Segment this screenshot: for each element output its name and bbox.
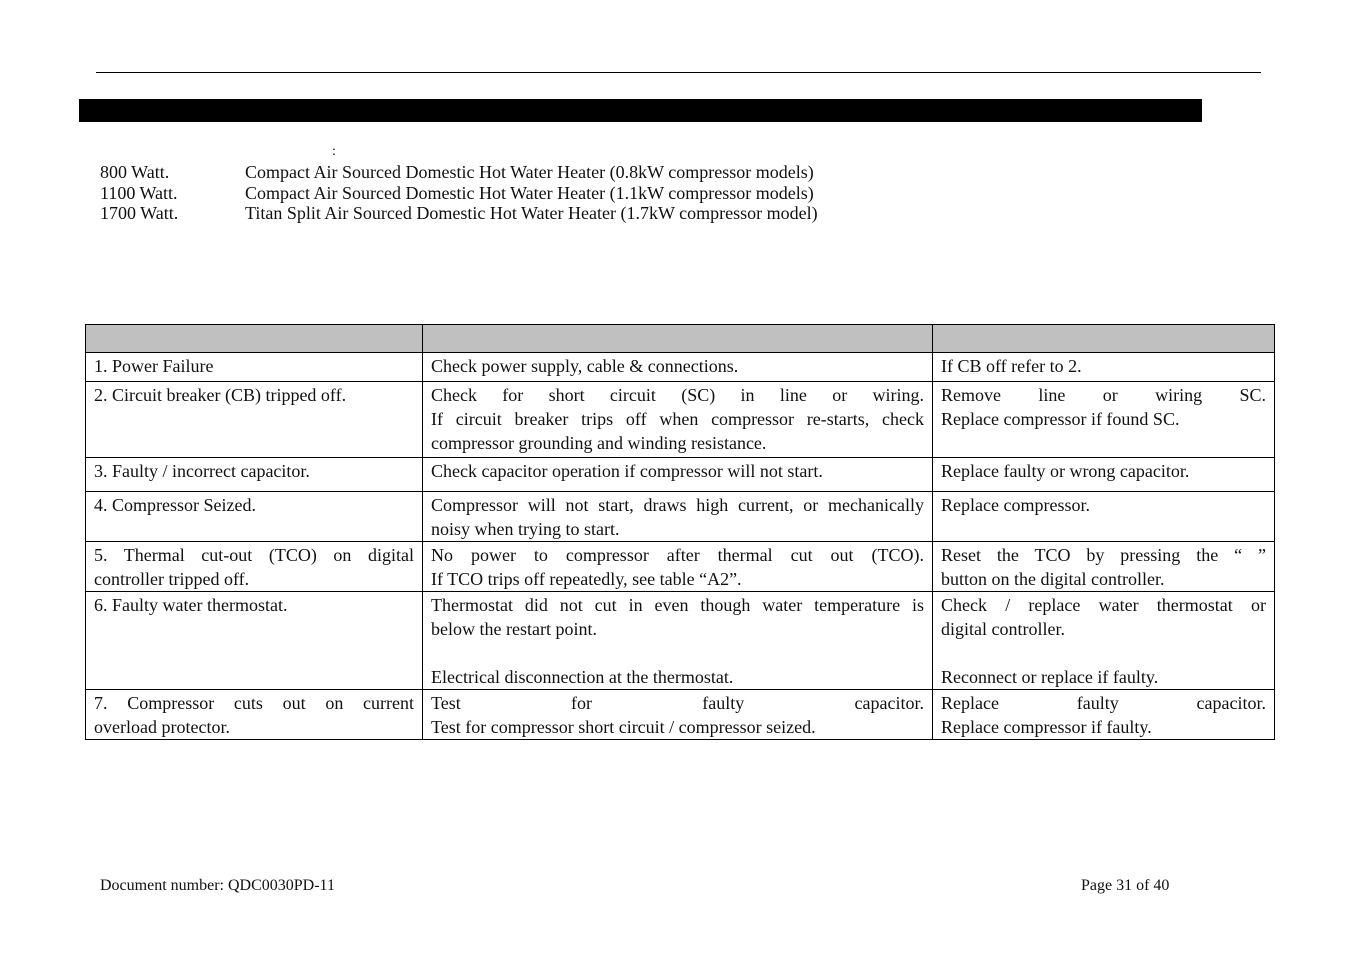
cell-text-line: No power to compressor after thermal cut out (TCO).	[431, 545, 924, 565]
cell-text-line: 6. Faulty water thermostat.	[94, 595, 288, 615]
cell-check	[423, 353, 933, 382]
cell-text-line: noisy when trying to start.	[431, 519, 620, 539]
cell-check	[423, 458, 933, 492]
cell-fault	[86, 353, 423, 382]
table-row	[86, 458, 1275, 492]
cell-text-line: button on the digital controller.	[941, 569, 1165, 589]
cell-remedy	[933, 492, 1275, 542]
cell-text-line: 3. Faulty / incorrect capacitor.	[94, 461, 310, 481]
cell-text-line: Replace compressor.	[941, 495, 1090, 515]
cell-fault	[86, 382, 423, 458]
cell-text-line: Replace compressor if found SC.	[941, 409, 1180, 429]
table-header-row	[86, 325, 1275, 353]
cell-remedy	[933, 458, 1275, 492]
cell-text-line: 7. Compressor cuts out on current	[94, 693, 414, 713]
cell-remedy	[933, 592, 1275, 690]
table-row	[86, 690, 1275, 740]
cell-text-line: 2. Circuit breaker (CB) tripped off.	[94, 385, 347, 405]
cell-fault	[86, 690, 423, 740]
cell-check	[423, 492, 933, 542]
model-description: Compact Air Sourced Domestic Hot Water Heater (0.8kW compressor models)	[245, 162, 814, 182]
troubleshooting-table	[85, 324, 1275, 740]
document-number: Document number: QDC0030PD-11	[100, 877, 335, 894]
cell-remedy	[933, 382, 1275, 458]
cell-text-line: If CB off refer to 2.	[941, 356, 1082, 376]
cell-remedy	[933, 353, 1275, 382]
model-wattage: 800 Watt.	[100, 162, 170, 182]
cell-text-line: Check / replace water thermostat or	[941, 595, 1266, 615]
cell-text-line: If circuit breaker trips off when compressor re-starts, check	[431, 409, 924, 429]
cell-check	[423, 592, 933, 690]
cell-text-line: digital controller.	[941, 619, 1065, 639]
cell-text-line: Replace faulty or wrong capacitor.	[941, 461, 1190, 481]
page-number: Page 31 of 40	[1081, 877, 1170, 894]
cell-text-line: Reconnect or replace if faulty.	[941, 667, 1159, 687]
cell-fault	[86, 592, 423, 690]
header-cell-check	[423, 325, 933, 353]
cell-fault	[86, 492, 423, 542]
cell-fault	[86, 458, 423, 492]
cell-text-line: controller tripped off.	[94, 569, 250, 589]
cell-text-line: Replace faulty capacitor.	[941, 693, 1266, 713]
cell-text-line: Reset the TCO by pressing the “ ”	[941, 545, 1266, 565]
blank-line	[941, 641, 1266, 665]
model-wattage: 1700 Watt.	[100, 203, 179, 223]
cell-text-line: Thermostat did not cut in even though water temperature is	[431, 595, 924, 615]
table-row	[86, 492, 1275, 542]
cell-remedy	[933, 542, 1275, 592]
cell-check	[423, 542, 933, 592]
table-row	[86, 542, 1275, 592]
table-row	[86, 382, 1275, 458]
cell-text-line: 4. Compressor Seized.	[94, 495, 256, 515]
cell-text-line: Replace compressor if faulty.	[941, 717, 1152, 737]
model-description: Compact Air Sourced Domestic Hot Water Heater (1.1kW compressor models)	[245, 182, 814, 203]
heading-colon: :	[332, 144, 336, 159]
cell-text-line: Test for faulty capacitor.	[431, 693, 924, 713]
cell-text-line: Electrical disconnection at the thermostat.	[431, 667, 734, 687]
blank-line	[431, 641, 924, 665]
table-row	[86, 353, 1275, 382]
cell-text-line: 5. Thermal cut-out (TCO) on digital	[94, 545, 414, 565]
table-body	[86, 353, 1275, 740]
cell-text-line: Check for short circuit (SC) in line or wiring.	[431, 385, 924, 405]
section-heading-bar	[79, 99, 1202, 122]
cell-text-line: Check capacitor operation if compressor will not start.	[431, 461, 823, 481]
cell-text-line: 1. Power Failure	[94, 356, 214, 376]
cell-text-line: Test for compressor short circuit / compressor seized.	[431, 717, 816, 737]
header-rule	[96, 72, 1261, 73]
cell-text-line: compressor grounding and winding resistance.	[431, 433, 767, 453]
model-wattage: 1100 Watt.	[100, 182, 178, 203]
cell-remedy	[933, 690, 1275, 740]
model-description: Titan Split Air Sourced Domestic Hot Water Heater (1.7kW compressor model)	[245, 203, 818, 223]
cell-text-line: Compressor will not start, draws high current, or mechanically	[431, 495, 924, 515]
table-row	[86, 592, 1275, 690]
header-cell-remedy	[933, 325, 1275, 353]
cell-text-line: If TCO trips off repeatedly, see table “A2”.	[431, 569, 742, 589]
cell-check	[423, 382, 933, 458]
cell-text-line: Check power supply, cable & connections.	[431, 356, 739, 376]
cell-text-line: below the restart point.	[431, 619, 597, 639]
cell-check	[423, 690, 933, 740]
header-cell-fault	[86, 325, 423, 353]
cell-fault	[86, 542, 423, 592]
cell-text-line: overload protector.	[94, 717, 230, 737]
cell-text-line: Remove line or wiring SC.	[941, 385, 1266, 405]
